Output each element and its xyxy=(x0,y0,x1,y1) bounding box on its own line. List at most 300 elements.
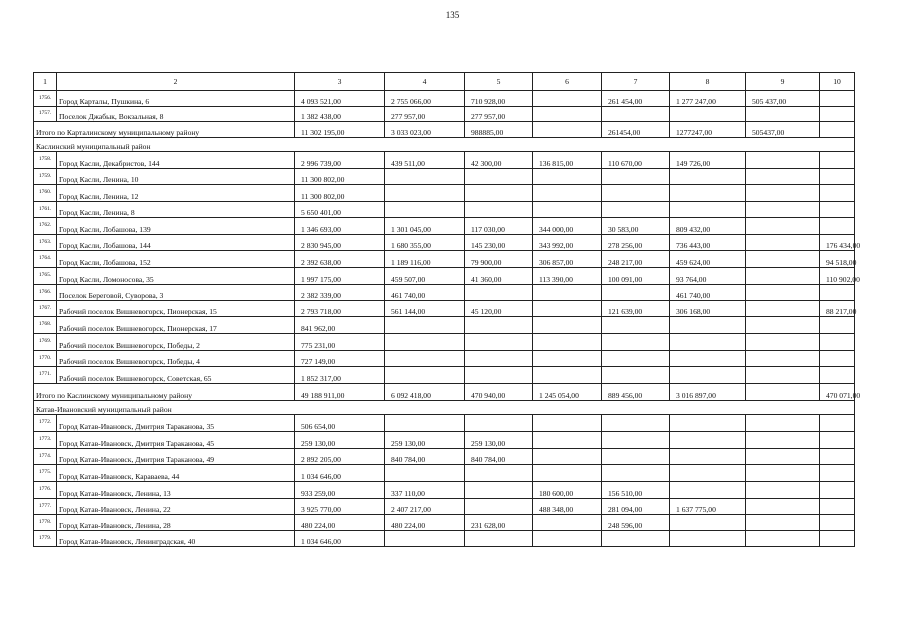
value-cell xyxy=(602,415,670,432)
value-cell xyxy=(465,285,533,301)
column-header: 9 xyxy=(746,73,820,91)
value-cell: 988885,00 xyxy=(465,122,533,138)
value-cell: 710 928,00 xyxy=(465,91,533,107)
value-cell xyxy=(385,367,465,384)
value-cell xyxy=(746,465,820,482)
value-cell xyxy=(670,202,746,218)
value-cell: 259 130,00 xyxy=(465,432,533,449)
value-cell: 2 996 739,00 xyxy=(295,152,385,169)
value-cell xyxy=(746,499,820,515)
value-cell xyxy=(820,317,855,334)
value-cell: 461 740,00 xyxy=(670,285,746,301)
section-label: Катав-Ивановский муниципальный район xyxy=(34,401,855,415)
table-row xyxy=(34,465,855,482)
column-header: 8 xyxy=(670,73,746,91)
value-cell: 3 016 897,00 xyxy=(670,384,746,401)
value-cell xyxy=(533,122,602,138)
value-cell xyxy=(465,351,533,367)
value-cell: 337 110,00 xyxy=(385,482,465,499)
total-row xyxy=(34,384,855,401)
value-cell: 343 992,00 xyxy=(533,235,602,251)
value-cell xyxy=(385,351,465,367)
row-number: 1778. xyxy=(34,515,57,531)
value-cell: 248 596,00 xyxy=(602,515,670,531)
row-number: 1757. xyxy=(34,107,57,122)
value-cell xyxy=(820,531,855,547)
value-cell xyxy=(602,107,670,122)
value-cell xyxy=(602,449,670,465)
table-row xyxy=(34,432,855,449)
value-cell xyxy=(385,202,465,218)
value-cell xyxy=(385,415,465,432)
value-cell xyxy=(670,185,746,202)
value-cell xyxy=(602,334,670,351)
value-cell: 488 348,00 xyxy=(533,499,602,515)
value-cell xyxy=(746,152,820,169)
value-cell: 1 852 317,00 xyxy=(295,367,385,384)
value-cell xyxy=(746,107,820,122)
row-number: 1756. xyxy=(34,91,57,107)
row-number: 1779. xyxy=(34,531,57,547)
total-row xyxy=(34,122,855,138)
row-number: 1758. xyxy=(34,152,57,169)
value-cell xyxy=(820,334,855,351)
address-cell: Город Касли, Ленина, 8 xyxy=(57,202,295,218)
table-row xyxy=(34,251,855,268)
row-number: 1761. xyxy=(34,202,57,218)
column-header: 2 xyxy=(57,73,295,91)
address-cell: Город Катав-Ивановск, Ленина, 28 xyxy=(57,515,295,531)
value-cell: 45 120,00 xyxy=(465,301,533,317)
value-cell xyxy=(820,202,855,218)
value-cell xyxy=(533,531,602,547)
value-cell: 840 784,00 xyxy=(465,449,533,465)
total-label: Итого по Карталинскому муниципальному району xyxy=(34,122,295,138)
row-number: 1773. xyxy=(34,432,57,449)
column-header: 10 xyxy=(820,73,855,91)
value-cell: 727 149,00 xyxy=(295,351,385,367)
table-row xyxy=(34,515,855,531)
address-cell: Город Касли, Лобашова, 144 xyxy=(57,235,295,251)
value-cell xyxy=(746,449,820,465)
value-cell xyxy=(533,351,602,367)
row-number: 1777. xyxy=(34,499,57,515)
value-cell: 775 231,00 xyxy=(295,334,385,351)
value-cell xyxy=(602,351,670,367)
value-cell: 110 670,00 xyxy=(602,152,670,169)
value-cell xyxy=(746,251,820,268)
value-cell: 1 997 175,00 xyxy=(295,268,385,285)
value-cell xyxy=(746,432,820,449)
value-cell: 889 456,00 xyxy=(602,384,670,401)
value-cell: 2 793 718,00 xyxy=(295,301,385,317)
value-cell xyxy=(746,185,820,202)
value-cell: 261454,00 xyxy=(602,122,670,138)
table-row xyxy=(34,91,855,107)
address-cell: Город Катав-Ивановск, Ленинградская, 40 xyxy=(57,531,295,547)
table-row xyxy=(34,285,855,301)
value-cell xyxy=(820,432,855,449)
housing-repair-table xyxy=(33,72,861,547)
value-cell: 2 830 945,00 xyxy=(295,235,385,251)
column-header: 1 xyxy=(34,73,57,91)
address-cell: Город Катав-Ивановск, Дмитрия Тараканова, 49 xyxy=(57,449,295,465)
row-number: 1764. xyxy=(34,251,57,268)
value-cell: 180 600,00 xyxy=(533,482,602,499)
value-cell xyxy=(746,515,820,531)
table-row xyxy=(34,317,855,334)
value-cell: 1277247,00 xyxy=(670,122,746,138)
value-cell xyxy=(670,482,746,499)
value-cell xyxy=(746,317,820,334)
value-cell xyxy=(602,169,670,185)
value-cell xyxy=(746,169,820,185)
value-cell xyxy=(670,515,746,531)
value-cell: 933 259,00 xyxy=(295,482,385,499)
value-cell xyxy=(533,317,602,334)
value-cell: 2 892 205,00 xyxy=(295,449,385,465)
value-cell xyxy=(602,432,670,449)
value-cell: 1 277 247,00 xyxy=(670,91,746,107)
table-row xyxy=(34,367,855,384)
value-cell: 840 784,00 xyxy=(385,449,465,465)
total-label: Итого по Каслинскому муниципальному району xyxy=(34,384,295,401)
value-cell xyxy=(465,169,533,185)
address-cell: Город Катав-Ивановск, Ленина, 22 xyxy=(57,499,295,515)
value-cell xyxy=(670,367,746,384)
value-cell xyxy=(820,351,855,367)
value-cell: 439 511,00 xyxy=(385,152,465,169)
value-cell: 1 382 438,00 xyxy=(295,107,385,122)
value-cell xyxy=(746,415,820,432)
value-cell xyxy=(670,169,746,185)
column-header: 7 xyxy=(602,73,670,91)
value-cell xyxy=(746,334,820,351)
value-cell: 277 957,00 xyxy=(465,107,533,122)
column-header: 6 xyxy=(533,73,602,91)
value-cell xyxy=(820,218,855,235)
row-number: 1763. xyxy=(34,235,57,251)
value-cell: 809 432,00 xyxy=(670,218,746,235)
value-cell xyxy=(385,531,465,547)
value-cell xyxy=(533,91,602,107)
address-cell: Рабочий поселок Вишневогорск, Советская, 65 xyxy=(57,367,295,384)
value-cell: 561 144,00 xyxy=(385,301,465,317)
value-cell xyxy=(533,202,602,218)
value-cell xyxy=(385,169,465,185)
value-cell: 110 902,00 xyxy=(820,268,855,285)
row-number: 1759. xyxy=(34,169,57,185)
section-header-row xyxy=(34,138,855,152)
value-cell xyxy=(820,152,855,169)
table-row xyxy=(34,169,855,185)
value-cell: 306 168,00 xyxy=(670,301,746,317)
table-row xyxy=(34,152,855,169)
value-cell: 42 300,00 xyxy=(465,152,533,169)
value-cell: 49 188 911,00 xyxy=(295,384,385,401)
value-cell xyxy=(465,185,533,202)
value-cell xyxy=(820,515,855,531)
column-header-row xyxy=(34,73,855,91)
table-row xyxy=(34,235,855,251)
value-cell xyxy=(746,235,820,251)
value-cell xyxy=(746,202,820,218)
value-cell xyxy=(670,432,746,449)
value-cell xyxy=(465,499,533,515)
value-cell: 176 434,00 xyxy=(820,235,855,251)
value-cell: 11 300 802,00 xyxy=(295,169,385,185)
address-cell: Город Касли, Ломоносова, 35 xyxy=(57,268,295,285)
value-cell xyxy=(820,449,855,465)
value-cell: 2 392 638,00 xyxy=(295,251,385,268)
value-cell: 79 900,00 xyxy=(465,251,533,268)
value-cell: 41 360,00 xyxy=(465,268,533,285)
column-header: 4 xyxy=(385,73,465,91)
value-cell: 1 034 646,00 xyxy=(295,531,385,547)
row-number: 1767. xyxy=(34,301,57,317)
value-cell xyxy=(670,107,746,122)
table-row xyxy=(34,415,855,432)
value-cell: 2 407 217,00 xyxy=(385,499,465,515)
value-cell: 736 443,00 xyxy=(670,235,746,251)
value-cell xyxy=(746,531,820,547)
address-cell: Город Касли, Декабристов, 144 xyxy=(57,152,295,169)
value-cell xyxy=(465,202,533,218)
value-cell xyxy=(533,169,602,185)
value-cell xyxy=(533,107,602,122)
table-row xyxy=(34,531,855,547)
value-cell xyxy=(465,334,533,351)
row-number: 1774. xyxy=(34,449,57,465)
address-cell: Город Катав-Ивановск, Дмитрия Тараканова, 35 xyxy=(57,415,295,432)
value-cell xyxy=(820,499,855,515)
table-row xyxy=(34,351,855,367)
address-cell: Город Касли, Ленина, 10 xyxy=(57,169,295,185)
value-cell xyxy=(602,367,670,384)
value-cell: 136 815,00 xyxy=(533,152,602,169)
value-cell: 11 302 195,00 xyxy=(295,122,385,138)
value-cell: 94 518,00 xyxy=(820,251,855,268)
value-cell xyxy=(820,285,855,301)
value-cell xyxy=(746,285,820,301)
value-cell xyxy=(746,218,820,235)
value-cell: 11 300 802,00 xyxy=(295,185,385,202)
value-cell xyxy=(746,482,820,499)
value-cell: 2 755 066,00 xyxy=(385,91,465,107)
value-cell xyxy=(533,465,602,482)
value-cell: 149 726,00 xyxy=(670,152,746,169)
value-cell xyxy=(385,317,465,334)
value-cell: 470 940,00 xyxy=(465,384,533,401)
value-cell xyxy=(533,415,602,432)
value-cell xyxy=(670,465,746,482)
value-cell: 277 957,00 xyxy=(385,107,465,122)
value-cell xyxy=(465,367,533,384)
value-cell: 2 382 339,00 xyxy=(295,285,385,301)
value-cell: 1 346 693,00 xyxy=(295,218,385,235)
value-cell xyxy=(533,334,602,351)
value-cell xyxy=(820,367,855,384)
table-row xyxy=(34,334,855,351)
value-cell xyxy=(385,334,465,351)
address-cell: Поселок Береговой, Суворова, 3 xyxy=(57,285,295,301)
value-cell: 248 217,00 xyxy=(602,251,670,268)
value-cell: 281 094,00 xyxy=(602,499,670,515)
value-cell: 3 925 770,00 xyxy=(295,499,385,515)
value-cell: 480 224,00 xyxy=(385,515,465,531)
value-cell: 461 740,00 xyxy=(385,285,465,301)
address-cell: Город Катав-Ивановск, Дмитрия Тараканова, 45 xyxy=(57,432,295,449)
section-label: Каслинский муниципальный район xyxy=(34,138,855,152)
value-cell xyxy=(746,367,820,384)
value-cell: 1 301 045,00 xyxy=(385,218,465,235)
value-cell xyxy=(465,531,533,547)
value-cell xyxy=(670,415,746,432)
value-cell: 470 071,00 xyxy=(820,384,855,401)
row-number: 1768. xyxy=(34,317,57,334)
value-cell xyxy=(820,169,855,185)
value-cell: 459 624,00 xyxy=(670,251,746,268)
value-cell: 156 510,00 xyxy=(602,482,670,499)
value-cell xyxy=(820,482,855,499)
row-number: 1771. xyxy=(34,367,57,384)
value-cell xyxy=(602,185,670,202)
row-number: 1776. xyxy=(34,482,57,499)
value-cell xyxy=(533,515,602,531)
value-cell xyxy=(533,285,602,301)
table-row xyxy=(34,218,855,235)
value-cell xyxy=(602,202,670,218)
value-cell xyxy=(533,449,602,465)
table-row xyxy=(34,185,855,202)
row-number: 1770. xyxy=(34,351,57,367)
value-cell xyxy=(820,465,855,482)
value-cell: 6 092 418,00 xyxy=(385,384,465,401)
value-cell: 30 583,00 xyxy=(602,218,670,235)
column-header: 5 xyxy=(465,73,533,91)
value-cell: 278 256,00 xyxy=(602,235,670,251)
value-cell xyxy=(820,122,855,138)
value-cell xyxy=(602,317,670,334)
row-number: 1760. xyxy=(34,185,57,202)
value-cell xyxy=(533,185,602,202)
table-row xyxy=(34,202,855,218)
value-cell xyxy=(820,107,855,122)
value-cell: 1 034 646,00 xyxy=(295,465,385,482)
table-row xyxy=(34,107,855,122)
value-cell: 480 224,00 xyxy=(295,515,385,531)
value-cell xyxy=(533,301,602,317)
address-cell: Город Касли, Ленина, 12 xyxy=(57,185,295,202)
value-cell xyxy=(746,351,820,367)
column-header: 3 xyxy=(295,73,385,91)
page-number: 135 xyxy=(445,10,460,20)
value-cell xyxy=(746,301,820,317)
value-cell: 1 245 054,00 xyxy=(533,384,602,401)
value-cell xyxy=(820,185,855,202)
value-cell: 1 189 116,00 xyxy=(385,251,465,268)
value-cell: 841 962,00 xyxy=(295,317,385,334)
table-row xyxy=(34,449,855,465)
value-cell: 88 217,00 xyxy=(820,301,855,317)
value-cell: 306 857,00 xyxy=(533,251,602,268)
value-cell: 259 130,00 xyxy=(295,432,385,449)
row-number: 1766. xyxy=(34,285,57,301)
value-cell xyxy=(820,91,855,107)
value-cell: 506 654,00 xyxy=(295,415,385,432)
row-number: 1775. xyxy=(34,465,57,482)
table-row xyxy=(34,499,855,515)
value-cell xyxy=(670,531,746,547)
value-cell: 5 650 401,00 xyxy=(295,202,385,218)
value-cell: 505437,00 xyxy=(746,122,820,138)
value-cell xyxy=(465,317,533,334)
value-cell: 1 637 775,00 xyxy=(670,499,746,515)
value-cell: 259 130,00 xyxy=(385,432,465,449)
value-cell xyxy=(746,384,820,401)
value-cell xyxy=(385,465,465,482)
value-cell: 231 628,00 xyxy=(465,515,533,531)
value-cell xyxy=(533,367,602,384)
address-cell: Город Касли, Лобашова, 152 xyxy=(57,251,295,268)
address-cell: Город Катав-Ивановск, Ленина, 13 xyxy=(57,482,295,499)
value-cell xyxy=(465,465,533,482)
value-cell: 261 454,00 xyxy=(602,91,670,107)
value-cell xyxy=(533,432,602,449)
row-number: 1762. xyxy=(34,218,57,235)
value-cell xyxy=(746,268,820,285)
address-cell: Поселок Джабык, Вокзальная, 8 xyxy=(57,107,295,122)
row-number: 1772. xyxy=(34,415,57,432)
value-cell: 93 764,00 xyxy=(670,268,746,285)
value-cell: 113 390,00 xyxy=(533,268,602,285)
value-cell: 145 230,00 xyxy=(465,235,533,251)
value-cell: 1 680 355,00 xyxy=(385,235,465,251)
value-cell xyxy=(602,465,670,482)
value-cell xyxy=(385,185,465,202)
table-row xyxy=(34,268,855,285)
address-cell: Город Катав-Ивановск, Караваева, 44 xyxy=(57,465,295,482)
row-number: 1769. xyxy=(34,334,57,351)
address-cell: Рабочий поселок Вишневогорск, Пионерская, 17 xyxy=(57,317,295,334)
address-cell: Рабочий поселок Вишневогорск, Пионерская, 15 xyxy=(57,301,295,317)
value-cell xyxy=(465,415,533,432)
value-cell xyxy=(602,531,670,547)
table-row xyxy=(34,301,855,317)
address-cell: Город Касли, Лобашова, 139 xyxy=(57,218,295,235)
table-body xyxy=(34,73,861,547)
value-cell xyxy=(670,351,746,367)
value-cell: 459 507,00 xyxy=(385,268,465,285)
value-cell xyxy=(670,449,746,465)
address-cell: Город Карталы, Пушкина, 6 xyxy=(57,91,295,107)
value-cell: 100 091,00 xyxy=(602,268,670,285)
value-cell: 4 093 521,00 xyxy=(295,91,385,107)
value-cell xyxy=(465,482,533,499)
value-cell: 505 437,00 xyxy=(746,91,820,107)
address-cell: Рабочий поселок Вишневогорск, Победы, 2 xyxy=(57,334,295,351)
value-cell xyxy=(820,415,855,432)
row-number: 1765. xyxy=(34,268,57,285)
value-cell: 117 030,00 xyxy=(465,218,533,235)
value-cell xyxy=(670,317,746,334)
value-cell xyxy=(602,285,670,301)
value-cell: 3 033 023,00 xyxy=(385,122,465,138)
value-cell: 121 639,00 xyxy=(602,301,670,317)
table-row xyxy=(34,482,855,499)
value-cell xyxy=(670,334,746,351)
address-cell: Рабочий поселок Вишневогорск, Победы, 4 xyxy=(57,351,295,367)
